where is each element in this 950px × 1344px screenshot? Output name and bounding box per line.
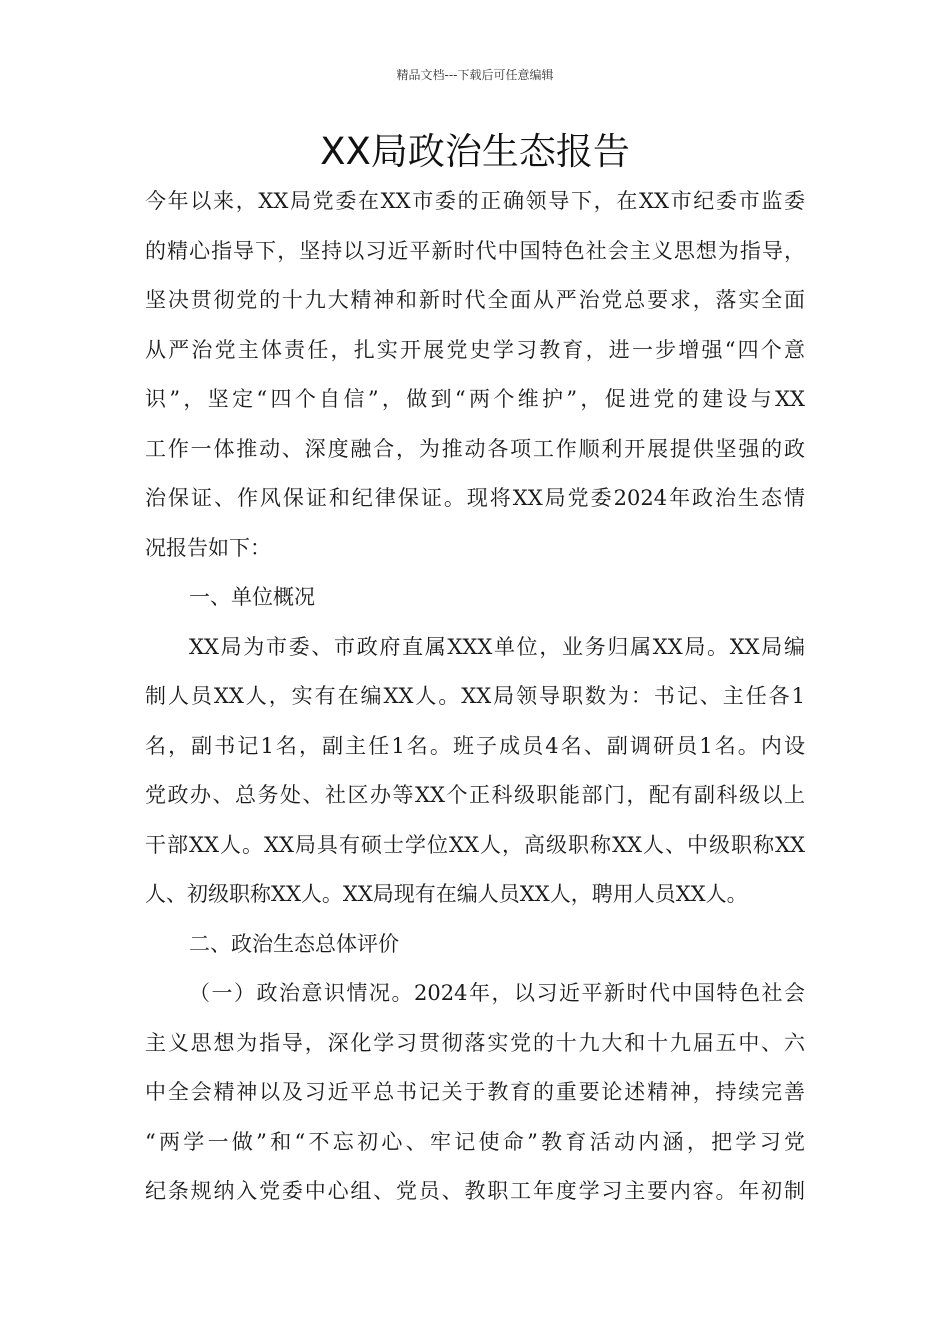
body-line: “两学一做”和“不忘初心、牢记使命”教育活动内涵，把学习党 [145,1129,805,1154]
body-line: 工作一体推动、深度融合，为推动各项工作顺利开展提供坚强的政 [145,436,805,461]
body-line: 识”，坚定“四个自信”，做到“两个维护”，促进党的建设与XX [145,387,805,411]
body-line: 制人员XX人，实有在编XX人。XX局领导职数为：书记、主任各1 [145,684,805,708]
section-heading: 二、政治生态总体评价 [189,931,399,956]
body-line: 干部XX人。XX局具有硕士学位XX人，高级职称XX人、中级职称XX [145,832,805,857]
body-line: 况报告如下： [145,535,271,560]
body-line: 治保证、作风保证和纪律保证。现将XX局党委2024年政治生态情 [145,486,805,510]
body-line: 的精心指导下，坚持以习近平新时代中国特色社会主义思想为指导， [145,238,805,263]
document-body [145,177,805,1217]
body-line: 从严治党主体责任，扎实开展党史学习教育，进一步增强“四个意 [145,337,805,362]
body-line: XX局为市委、市政府直属XXX单位，业务归属XX局。XX局编 [189,634,805,659]
section-heading: 一、单位概况 [189,585,315,609]
body-line: 中全会精神以及习近平总书记关于教育的重要论述精神，持续完善 [145,1080,805,1104]
body-line: 纪条规纳入党委中心组、党员、教职工年度学习主要内容。年初制 [145,1179,805,1203]
body-line: 党政办、总务处、社区办等XX个正科级职能部门，配有副科级以上 [145,783,805,807]
body-line: 主义思想为指导，深化学习贯彻落实党的十九大和十九届五中、六 [145,1030,805,1055]
body-line: 今年以来，XX局党委在XX市委的正确领导下，在XX市纪委市监委 [145,189,805,213]
body-line: 坚决贯彻党的十九大精神和新时代全面从严治党总要求，落实全面 [145,288,805,312]
document-title: XX局政治生态报告 [320,130,630,173]
body-line: 人、初级职称XX人。XX局现有在编人员XX人，聘用人员XX人。 [145,882,748,906]
body-line: （一）政治意识情况。2024年，以习近平新时代中国特色社会 [189,981,805,1005]
header-note: 精品文档---下载后可任意编辑 [396,68,554,82]
body-line: 名，副书记1名，副主任1名。班子成员4名、副调研员1名。内设 [145,733,805,758]
